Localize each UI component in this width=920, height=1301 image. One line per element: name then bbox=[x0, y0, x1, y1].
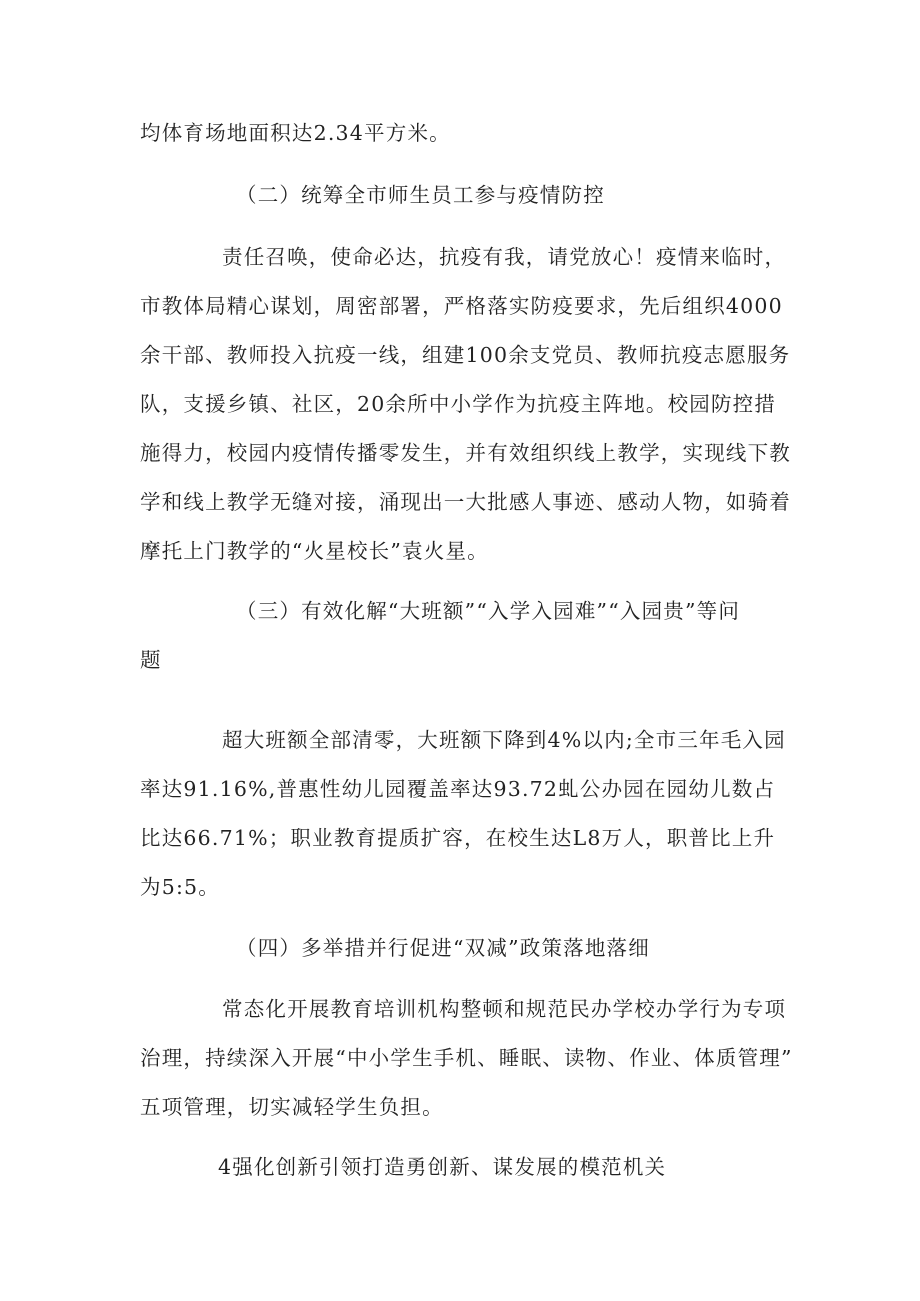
section-heading: （二）统筹全市师生员工参与疫情防控 bbox=[236, 183, 605, 207]
paragraph-line: 施得力，校园内疫情传播零发生，并有效组织线上教学，实现线下教 bbox=[140, 441, 791, 465]
section-heading: （四）多举措并行促进“双减”政策落地落细 bbox=[236, 936, 650, 960]
paragraph-line: 学和线上教学无缝对接，涌现出一大批感人事迹、感动人物，如骑着 bbox=[140, 490, 791, 514]
paragraph-line: 市教体局精心谋划，周密部署，严格落实防疫要求，先后组织4000 bbox=[140, 294, 783, 318]
paragraph-line: 常态化开展教育培训机构整顿和规范民办学校办学行为专项 bbox=[222, 997, 787, 1021]
paragraph-line: 余干部、教师投入抗疫一线，组建100余支党员、教师抗疫志愿服务 bbox=[140, 343, 791, 367]
paragraph-line: 治理，持续深入开展“中小学生手机、睡眠、读物、作业、体质管理” bbox=[140, 1046, 793, 1070]
paragraph-line: 责任召唤，使命必达，抗疫有我，请党放心！疫情来临时， bbox=[222, 245, 787, 269]
paragraph-line: 为5:5。 bbox=[140, 875, 220, 899]
paragraph-line: 率达91.16%,普惠性幼儿园覆盖率达93.72虬公办园在园幼儿数占 bbox=[140, 777, 776, 801]
paragraph-line: 均体育场地面积达2.34平方米。 bbox=[140, 121, 451, 145]
section-heading: 4强化创新引领打造勇创新、谋发展的模范机关 bbox=[218, 1155, 667, 1179]
paragraph-line: 超大班额全部清零，大班额下降到4%以内;全市三年毛入园 bbox=[222, 728, 786, 752]
paragraph-line: 队，支援乡镇、社区，20余所中小学作为抗疫主阵地。校园防控措 bbox=[140, 392, 777, 416]
paragraph-line: 摩托上门教学的“火星校长”袁火星。 bbox=[140, 539, 489, 563]
section-heading-continuation: 题 bbox=[140, 648, 162, 672]
paragraph-line: 比达66.71%；职业教育提质扩容，在校生达L8万人，职普比上升 bbox=[140, 826, 776, 850]
paragraph-line: 五项管理，切实减轻学生负担。 bbox=[140, 1095, 444, 1119]
section-heading: （三）有效化解“大班额”“入学入园难”“入园贵”等问 bbox=[236, 599, 741, 623]
